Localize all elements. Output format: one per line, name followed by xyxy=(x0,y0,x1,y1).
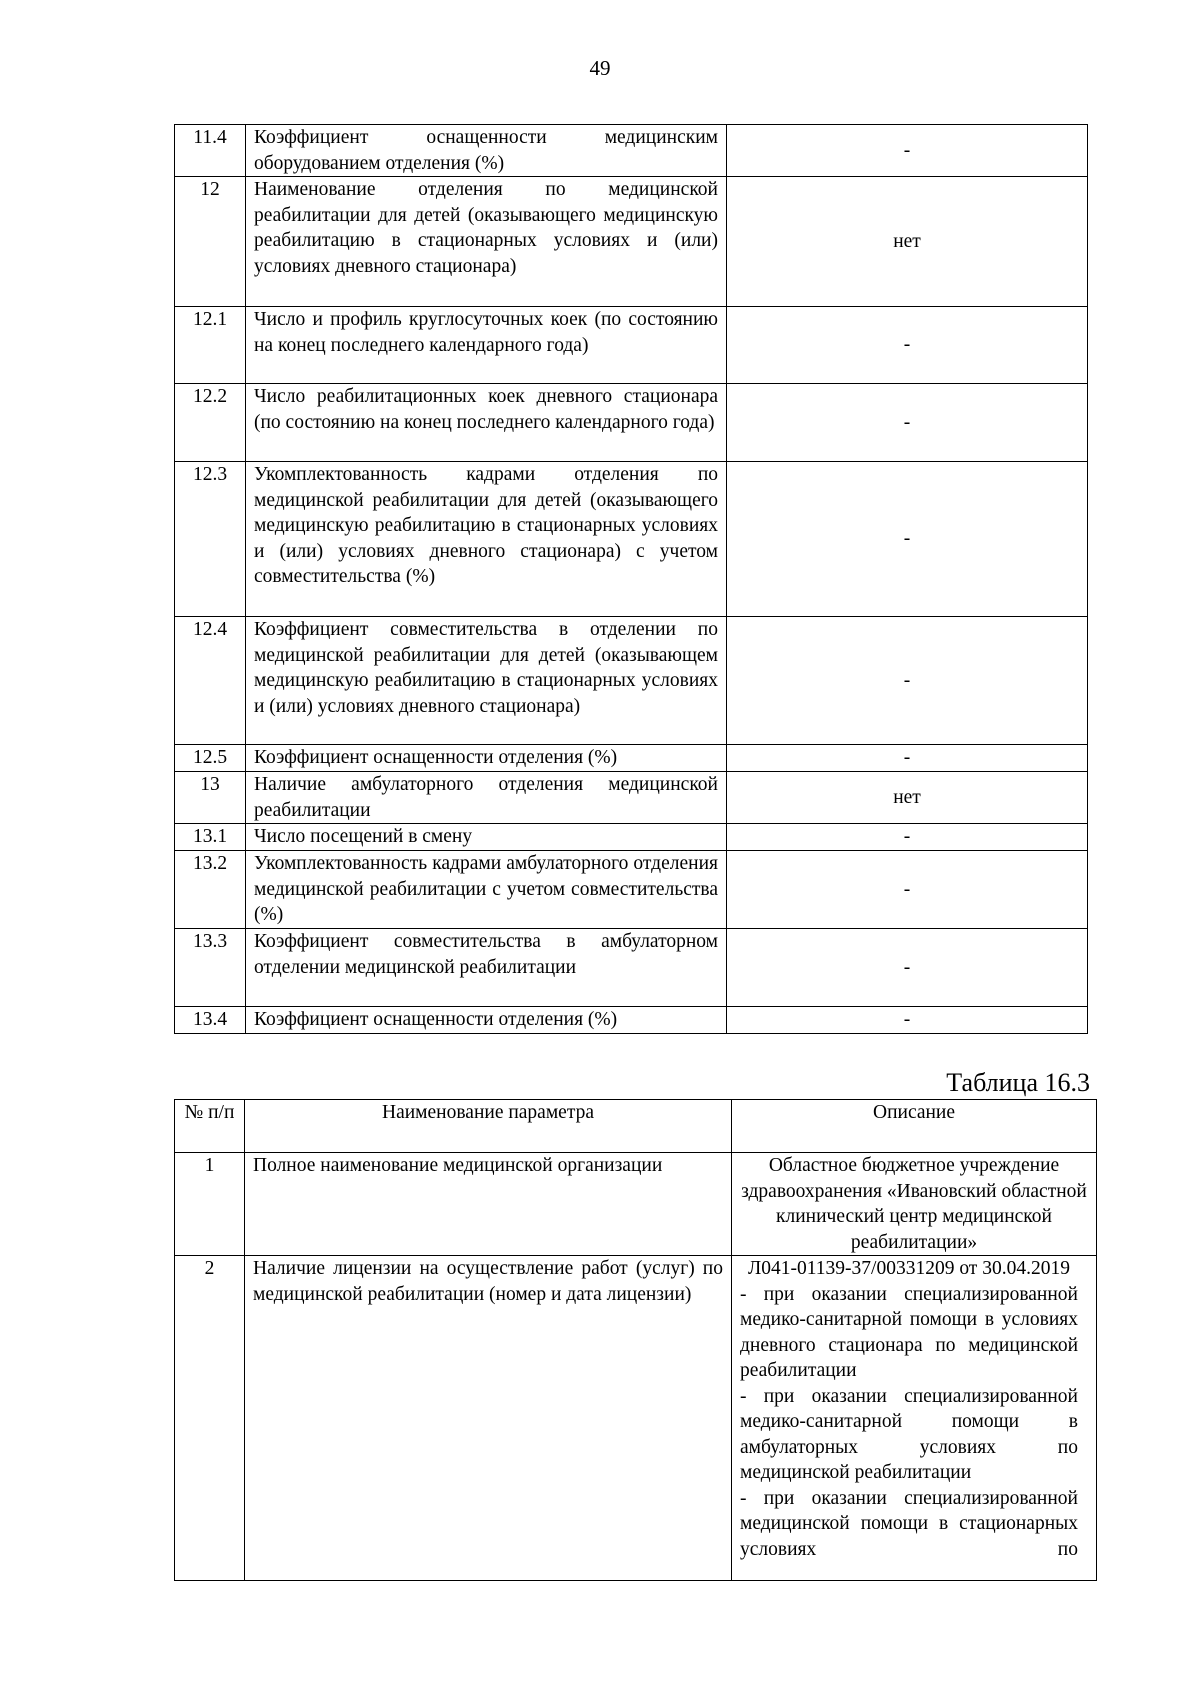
row-num: 12.1 xyxy=(175,307,246,384)
table-row xyxy=(175,824,1088,851)
row-name: Наличие лицензии на осуществление работ (услуг) по медицинской реабилитации (номер и дата лицензии) xyxy=(245,1256,732,1581)
row-name: Коэффициент оснащенности медицинским оборудованием отделения (%) xyxy=(246,125,727,177)
table-row xyxy=(175,384,1088,462)
row-name: Наличие амбулаторного отделения медицинской реабилитации xyxy=(246,772,727,824)
row-num: 12.2 xyxy=(175,384,246,462)
row-value: - xyxy=(727,929,1088,1007)
table-row xyxy=(175,617,1088,745)
table-row xyxy=(175,125,1088,177)
row-name: Полное наименование медицинской организации xyxy=(245,1153,732,1256)
row-value: - xyxy=(727,1007,1088,1034)
table-row xyxy=(175,1153,1097,1256)
row-num: 13.1 xyxy=(175,824,246,851)
row-name: Коэффициент совместительства в амбулаторном отделении медицинской реабилитации xyxy=(246,929,727,1007)
row-num: 13.4 xyxy=(175,1007,246,1034)
row-name: Число реабилитационных коек дневного стационара (по состоянию на конец последнего календарного года) xyxy=(246,384,727,462)
row-num: 2 xyxy=(175,1256,245,1581)
row-value: - xyxy=(727,617,1088,745)
row-name: Укомплектованность кадрами амбулаторного отделения медицинской реабилитации с учетом совместительства (%) xyxy=(246,851,727,929)
license-number: Л041-01139-37/00331209 от 30.04.2019 xyxy=(748,1258,1070,1279)
table-row xyxy=(175,307,1088,384)
row-value: - xyxy=(727,307,1088,384)
row-name: Коэффициент совместительства в отделении по медицинской реабилитации для детей (оказывающем медицинскую реабилитацию в стационарных условиях и (или) условиях дневного стационара) xyxy=(246,617,727,745)
row-value: - xyxy=(727,462,1088,617)
row-value: нет xyxy=(727,177,1088,307)
table-row xyxy=(175,772,1088,824)
license-item: - при оказании специализированной медико-санитарной помощи в амбулаторных условиях по медицинской реабилитации xyxy=(740,1385,1078,1483)
row-num: 13.2 xyxy=(175,851,246,929)
row-value: - xyxy=(727,824,1088,851)
continued-table-body xyxy=(175,125,1088,1034)
row-value: нет xyxy=(727,772,1088,824)
header-desc: Описание xyxy=(732,1100,1097,1153)
row-name: Наименование отделения по медицинской реабилитации для детей (оказывающего медицинскую реабилитацию в стационарных условиях и (или) условиях дневного стационара) xyxy=(246,177,727,307)
row-name: Число посещений в смену xyxy=(246,824,727,851)
table-header-row xyxy=(175,1100,1097,1153)
row-num: 13 xyxy=(175,772,246,824)
table-row xyxy=(175,1007,1088,1034)
license-item: - при оказании специализированной медико-санитарной помощи в условиях дневного стационара по медицинской реабилитации xyxy=(740,1283,1078,1381)
row-value: - xyxy=(727,851,1088,929)
row-value: - xyxy=(727,384,1088,462)
row-name: Укомплектованность кадрами отделения по медицинской реабилитации для детей (оказывающего медицинскую реабилитацию в стационарных условиях и (или) условиях дневного стационара) с учетом совместительства (%) xyxy=(246,462,727,617)
table-row xyxy=(175,462,1088,617)
row-num: 12.4 xyxy=(175,617,246,745)
row-value: - xyxy=(727,745,1088,772)
row-desc xyxy=(732,1256,1097,1581)
row-num: 12 xyxy=(175,177,246,307)
row-name: Коэффициент оснащенности отделения (%) xyxy=(246,1007,727,1034)
continued-table xyxy=(174,124,1088,1034)
row-name: Коэффициент оснащенности отделения (%) xyxy=(246,745,727,772)
row-num: 11.4 xyxy=(175,125,246,177)
table-row xyxy=(175,929,1088,1007)
table-16-3 xyxy=(174,1099,1097,1581)
row-num: 1 xyxy=(175,1153,245,1256)
table-row xyxy=(175,851,1088,929)
header-name: Наименование параметра xyxy=(245,1100,732,1153)
row-num: 12.5 xyxy=(175,745,246,772)
row-num: 12.3 xyxy=(175,462,246,617)
license-item: - при оказании специализированной медицинской помощи в стационарных условиях по xyxy=(740,1487,1078,1560)
row-num: 13.3 xyxy=(175,929,246,1007)
table-row xyxy=(175,745,1088,772)
page-number: 49 xyxy=(589,56,611,80)
header-num: № п/п xyxy=(175,1100,245,1153)
row-name: Число и профиль круглосуточных коек (по состоянию на конец последнего календарного года) xyxy=(246,307,727,384)
table-row xyxy=(175,177,1088,307)
table-row xyxy=(175,1256,1097,1581)
row-value: - xyxy=(727,125,1088,177)
table-caption: Таблица 16.3 xyxy=(946,1068,1090,1097)
row-desc: Областное бюджетное учреждение здравоохранения «Ивановский областной клинический центр медицинской реабилитации» xyxy=(732,1153,1097,1256)
